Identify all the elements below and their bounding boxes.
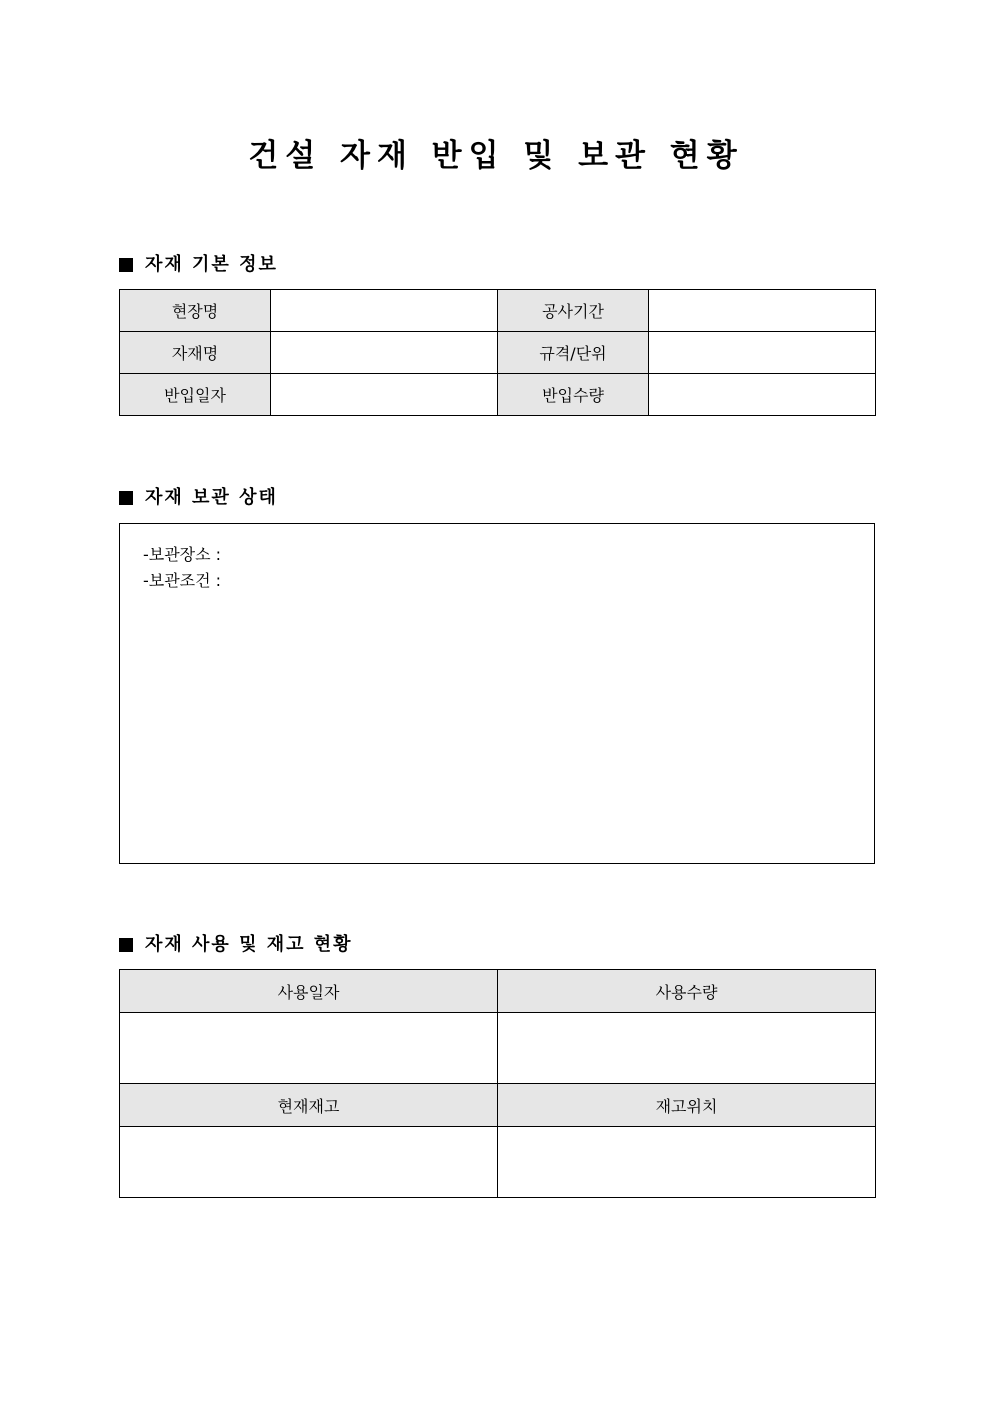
- table-row: [120, 290, 876, 332]
- basic-info-table: [119, 289, 876, 416]
- material-name-field[interactable]: [271, 332, 498, 374]
- stock-location-label: 재고위치: [498, 1084, 876, 1127]
- delivery-date-label: 반입일자: [120, 374, 271, 416]
- storage-status-box[interactable]: [119, 523, 875, 864]
- section-heading-basic-info: [119, 253, 278, 277]
- section-heading-label: 자재 기본 정보: [145, 254, 278, 275]
- table-row: [120, 1127, 876, 1198]
- spec-unit-label: 규격/단위: [498, 332, 649, 374]
- usage-inventory-table: [119, 969, 876, 1198]
- table-row: [120, 332, 876, 374]
- storage-condition-line: -보관조건 :: [143, 571, 222, 590]
- usage-quantity-label: 사용수량: [498, 970, 876, 1013]
- page-title: 건설 자재 반입 및 보관 현황: [248, 138, 744, 174]
- square-bullet-icon: [119, 491, 133, 505]
- delivery-quantity-label: 반입수량: [498, 374, 649, 416]
- material-name-label: 자재명: [120, 332, 271, 374]
- delivery-quantity-field[interactable]: [649, 374, 876, 416]
- section-heading-storage: [119, 486, 278, 510]
- square-bullet-icon: [119, 258, 133, 272]
- table-row: [120, 1084, 876, 1127]
- spec-unit-field[interactable]: [649, 332, 876, 374]
- current-stock-field[interactable]: [120, 1127, 498, 1198]
- table-row: [120, 374, 876, 416]
- storage-location-line: -보관장소 :: [143, 545, 222, 564]
- stock-location-field[interactable]: [498, 1127, 876, 1198]
- current-stock-label: 현재재고: [120, 1084, 498, 1127]
- delivery-date-field[interactable]: [271, 374, 498, 416]
- usage-date-field[interactable]: [120, 1013, 498, 1084]
- site-name-label: 현장명: [120, 290, 271, 332]
- construction-period-field[interactable]: [649, 290, 876, 332]
- section-heading-label: 자재 보관 상태: [145, 487, 278, 508]
- section-heading-label: 자재 사용 및 재고 현황: [145, 934, 353, 955]
- usage-date-label: 사용일자: [120, 970, 498, 1013]
- construction-period-label: 공사기간: [498, 290, 649, 332]
- table-row: [120, 1013, 876, 1084]
- site-name-field[interactable]: [271, 290, 498, 332]
- usage-quantity-field[interactable]: [498, 1013, 876, 1084]
- table-row: [120, 970, 876, 1013]
- section-heading-usage: [119, 933, 353, 957]
- square-bullet-icon: [119, 938, 133, 952]
